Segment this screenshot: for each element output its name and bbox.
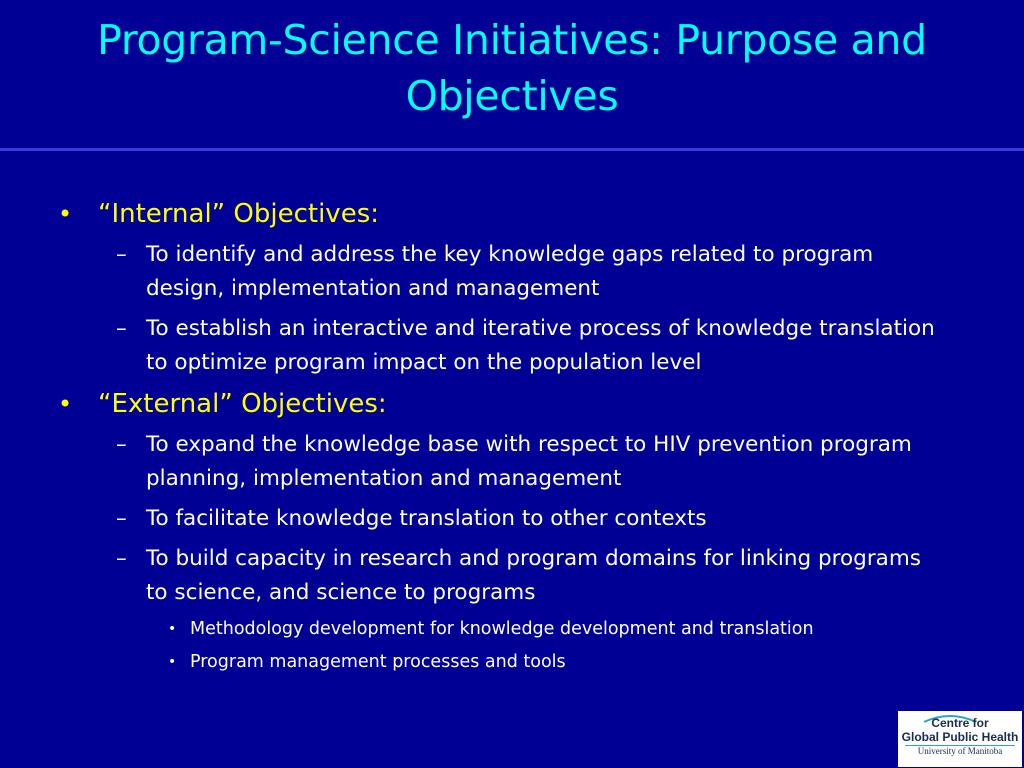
logo-line-3: University of Manitoba	[917, 746, 1003, 756]
list-item-text: To expand the knowledge base with respect to HIV prevention program planning, implementation and management	[146, 432, 912, 491]
bullet-icon: •	[168, 621, 177, 637]
list-item-text: To build capacity in research and program domains for linking programs to science, and science to programs	[146, 546, 921, 605]
list-item	[116, 238, 958, 306]
list-item	[116, 312, 958, 380]
bullet-icon: •	[58, 390, 73, 418]
title-divider	[0, 148, 1024, 151]
logo-line-1: Centre for	[931, 716, 989, 730]
bullet-icon: •	[168, 654, 177, 670]
centre-logo	[898, 711, 1022, 767]
section-heading-text: “Internal” Objectives:	[98, 199, 379, 229]
dash-icon: –	[116, 546, 127, 571]
list-item	[116, 502, 958, 536]
section-heading-text: “External” Objectives:	[98, 389, 387, 419]
dash-icon: –	[116, 506, 127, 531]
logo-line-2: Global Public Health	[901, 730, 1019, 744]
slide-title: Program-Science Initiatives: Purpose and Objectives	[97, 16, 927, 120]
sub-list-item-text: Methodology development for knowledge development and translation	[190, 619, 814, 639]
dash-icon: –	[116, 316, 127, 341]
list-item	[116, 542, 958, 610]
dash-icon: –	[116, 242, 127, 267]
sub-list-item-text: Program management processes and tools	[190, 652, 566, 672]
sub-list-item	[168, 616, 958, 642]
dash-icon: –	[116, 432, 127, 457]
section-heading-external	[58, 386, 958, 422]
bullet-icon: •	[58, 200, 73, 228]
list-item-text: To facilitate knowledge translation to other contexts	[146, 506, 707, 531]
list-item-text: To identify and address the key knowledge gaps related to program design, implementation and management	[146, 242, 874, 301]
section-heading-internal	[58, 196, 958, 232]
list-item-text: To establish an interactive and iterative process of knowledge translation to optimize program impact on the population level	[146, 316, 935, 375]
list-item	[116, 428, 958, 496]
sub-list-item	[168, 649, 958, 675]
slide-body	[58, 196, 958, 682]
